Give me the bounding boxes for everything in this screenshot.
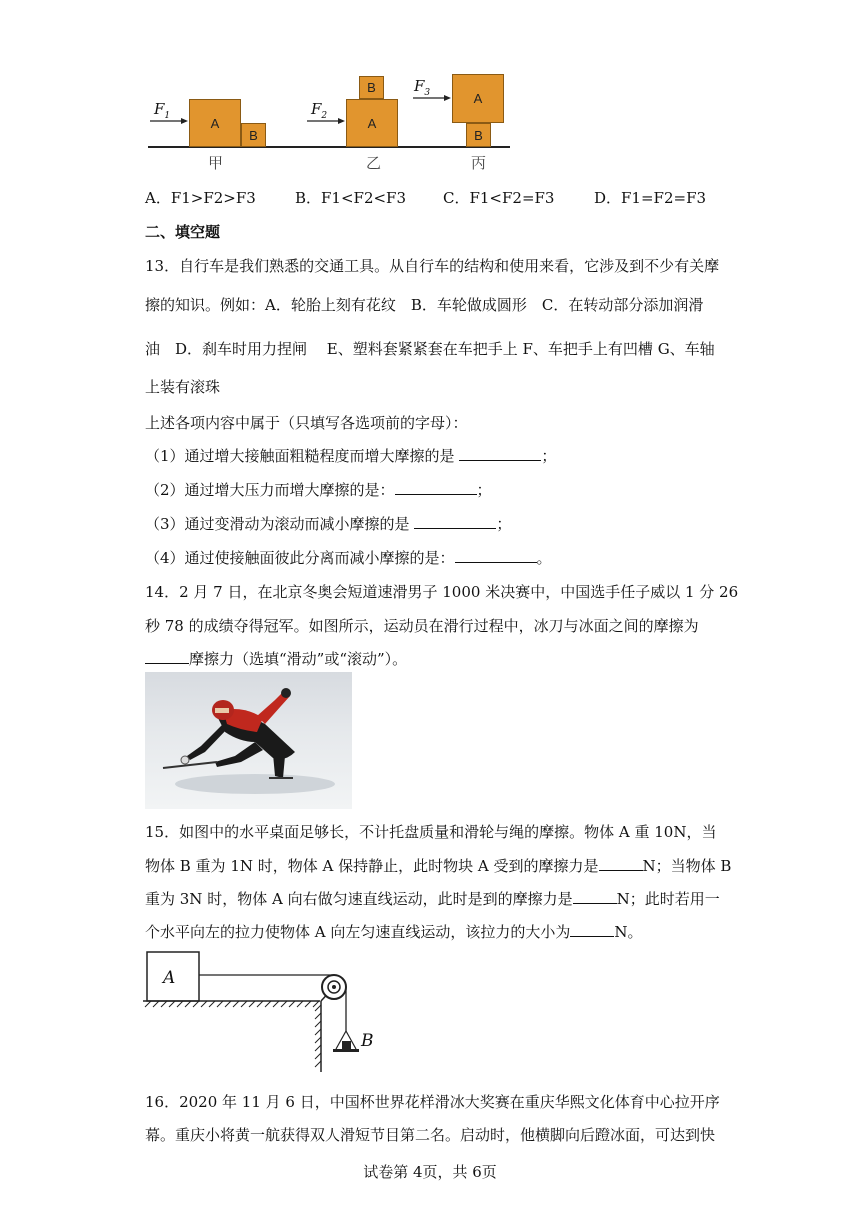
q15-line-1: 15．如图中的水平桌面足够长，不计托盘质量和滑轮与绳的摩擦。物体 A 重 10N，当 (145, 823, 717, 841)
label-f2: $F_2$ (311, 100, 328, 121)
q12-option-d: D．F1=F2=F3 (594, 189, 707, 207)
block-b-yi: B (359, 76, 384, 99)
block-a-jia: A (189, 99, 241, 147)
pulley-svg (140, 945, 400, 1075)
block-b-jia: B (241, 123, 266, 147)
caption-bing: 丙 (471, 154, 487, 172)
block-a-yi: A (346, 99, 398, 147)
weight-b (342, 1041, 351, 1049)
speed-skater-illustration (145, 672, 352, 809)
answer-blank-13-2[interactable] (395, 480, 477, 495)
answer-blank-13-1[interactable] (459, 446, 541, 461)
label-f1: $F_1$ (154, 100, 171, 121)
q12-option-a: A．F1>F2>F3 (145, 189, 256, 207)
q12-option-c: C．F1<F2=F3 (443, 189, 555, 207)
label-f3: $F_3$ (414, 77, 431, 98)
speed-skater-photo (145, 672, 352, 809)
q15-line-4: 个水平向左的拉力使物体 A 向左匀速直线运动，该拉力的大小为 N。 (145, 923, 643, 941)
q13-line-1: 13．自行车是我们熟悉的交通工具。从自行车的结构和使用来看，它涉及到不少有关摩 (145, 257, 720, 275)
section-title-fill-in: 二、填空题 (145, 223, 221, 241)
q14-line-2: 秒 78 的成绩夺得冠军。如图所示，运动员在滑行过程中，冰刀与冰面之间的摩擦为 (145, 617, 699, 635)
q14-line-3: 摩擦力（选填“滑动”或“滚动”）。 (145, 648, 407, 669)
q13-line-4: 上装有滚珠 (145, 378, 221, 396)
answer-blank-13-3[interactable] (414, 514, 496, 529)
q16-line-1: 16．2020 年 11 月 6 日，中国杯世界花样滑冰大奖赛在重庆华熙文化体育中心拉开序 (145, 1093, 720, 1111)
answer-blank-15-3[interactable] (570, 922, 614, 937)
q13-line-2: 擦的知识。例如：A．轮胎上刻有花纹 B．车轮做成圆形 C．在转动部分添加润滑 (145, 296, 704, 314)
q16-line-2: 幕。重庆小将黄一航获得双人滑短节目第二名。启动时，他横脚向后蹬冰面，可达到快 (145, 1126, 716, 1144)
caption-yi: 乙 (366, 154, 382, 172)
q15-line-3: 重为 3N 时，物体 A 向右做匀速直线运动，此时是到的摩擦力是 N；此时若用一 (145, 890, 720, 908)
q13-sub-2: （2）通过增大压力而增大摩擦的是： ； (145, 481, 492, 499)
answer-blank-15-1[interactable] (599, 856, 643, 871)
q14-line-1: 14．2 月 7 日，在北京冬奥会短道速滑男子 1000 米决赛中，中国选手任子威以 1 分 26 (145, 583, 739, 601)
answer-blank-15-2[interactable] (573, 889, 617, 904)
tray (333, 1049, 359, 1052)
block-b-bing: B (466, 123, 491, 147)
q13-intro: 上述各项内容中属于（只填写各选项前的字母）： (145, 414, 468, 432)
q13-sub-4: （4）通过使接触面彼此分离而减小摩擦的是： 。 (145, 549, 552, 567)
q13-sub-1: （1）通过增大接触面粗糙程度而增大摩擦的是 ； (145, 447, 557, 465)
block-a-bing: A (452, 74, 504, 123)
q13-line-3: 油 D．刹车时用力捏闸 E、塑料套紧紧套在车把手上 F、车把手上有凹槽 G、车轴 (145, 340, 715, 358)
q12-option-b: B．F1<F2<F3 (295, 189, 407, 207)
pulley-label-b: B (361, 1031, 374, 1051)
answer-blank-14[interactable] (145, 649, 189, 664)
pulley-label-a: A (163, 968, 176, 988)
q13-sub-3: （3）通过变滑动为滚动而减小摩擦的是 ； (145, 515, 512, 533)
caption-jia: 甲 (208, 154, 224, 172)
pulley-figure (140, 945, 400, 1075)
answer-blank-13-4[interactable] (455, 548, 537, 563)
q15-line-2: 物体 B 重为 1N 时，物体 A 保持静止，此时物块 A 受到的摩擦力是 N；当物体 B (145, 857, 732, 875)
page-footer: 试卷第 4页，共 6页 (363, 1163, 497, 1181)
